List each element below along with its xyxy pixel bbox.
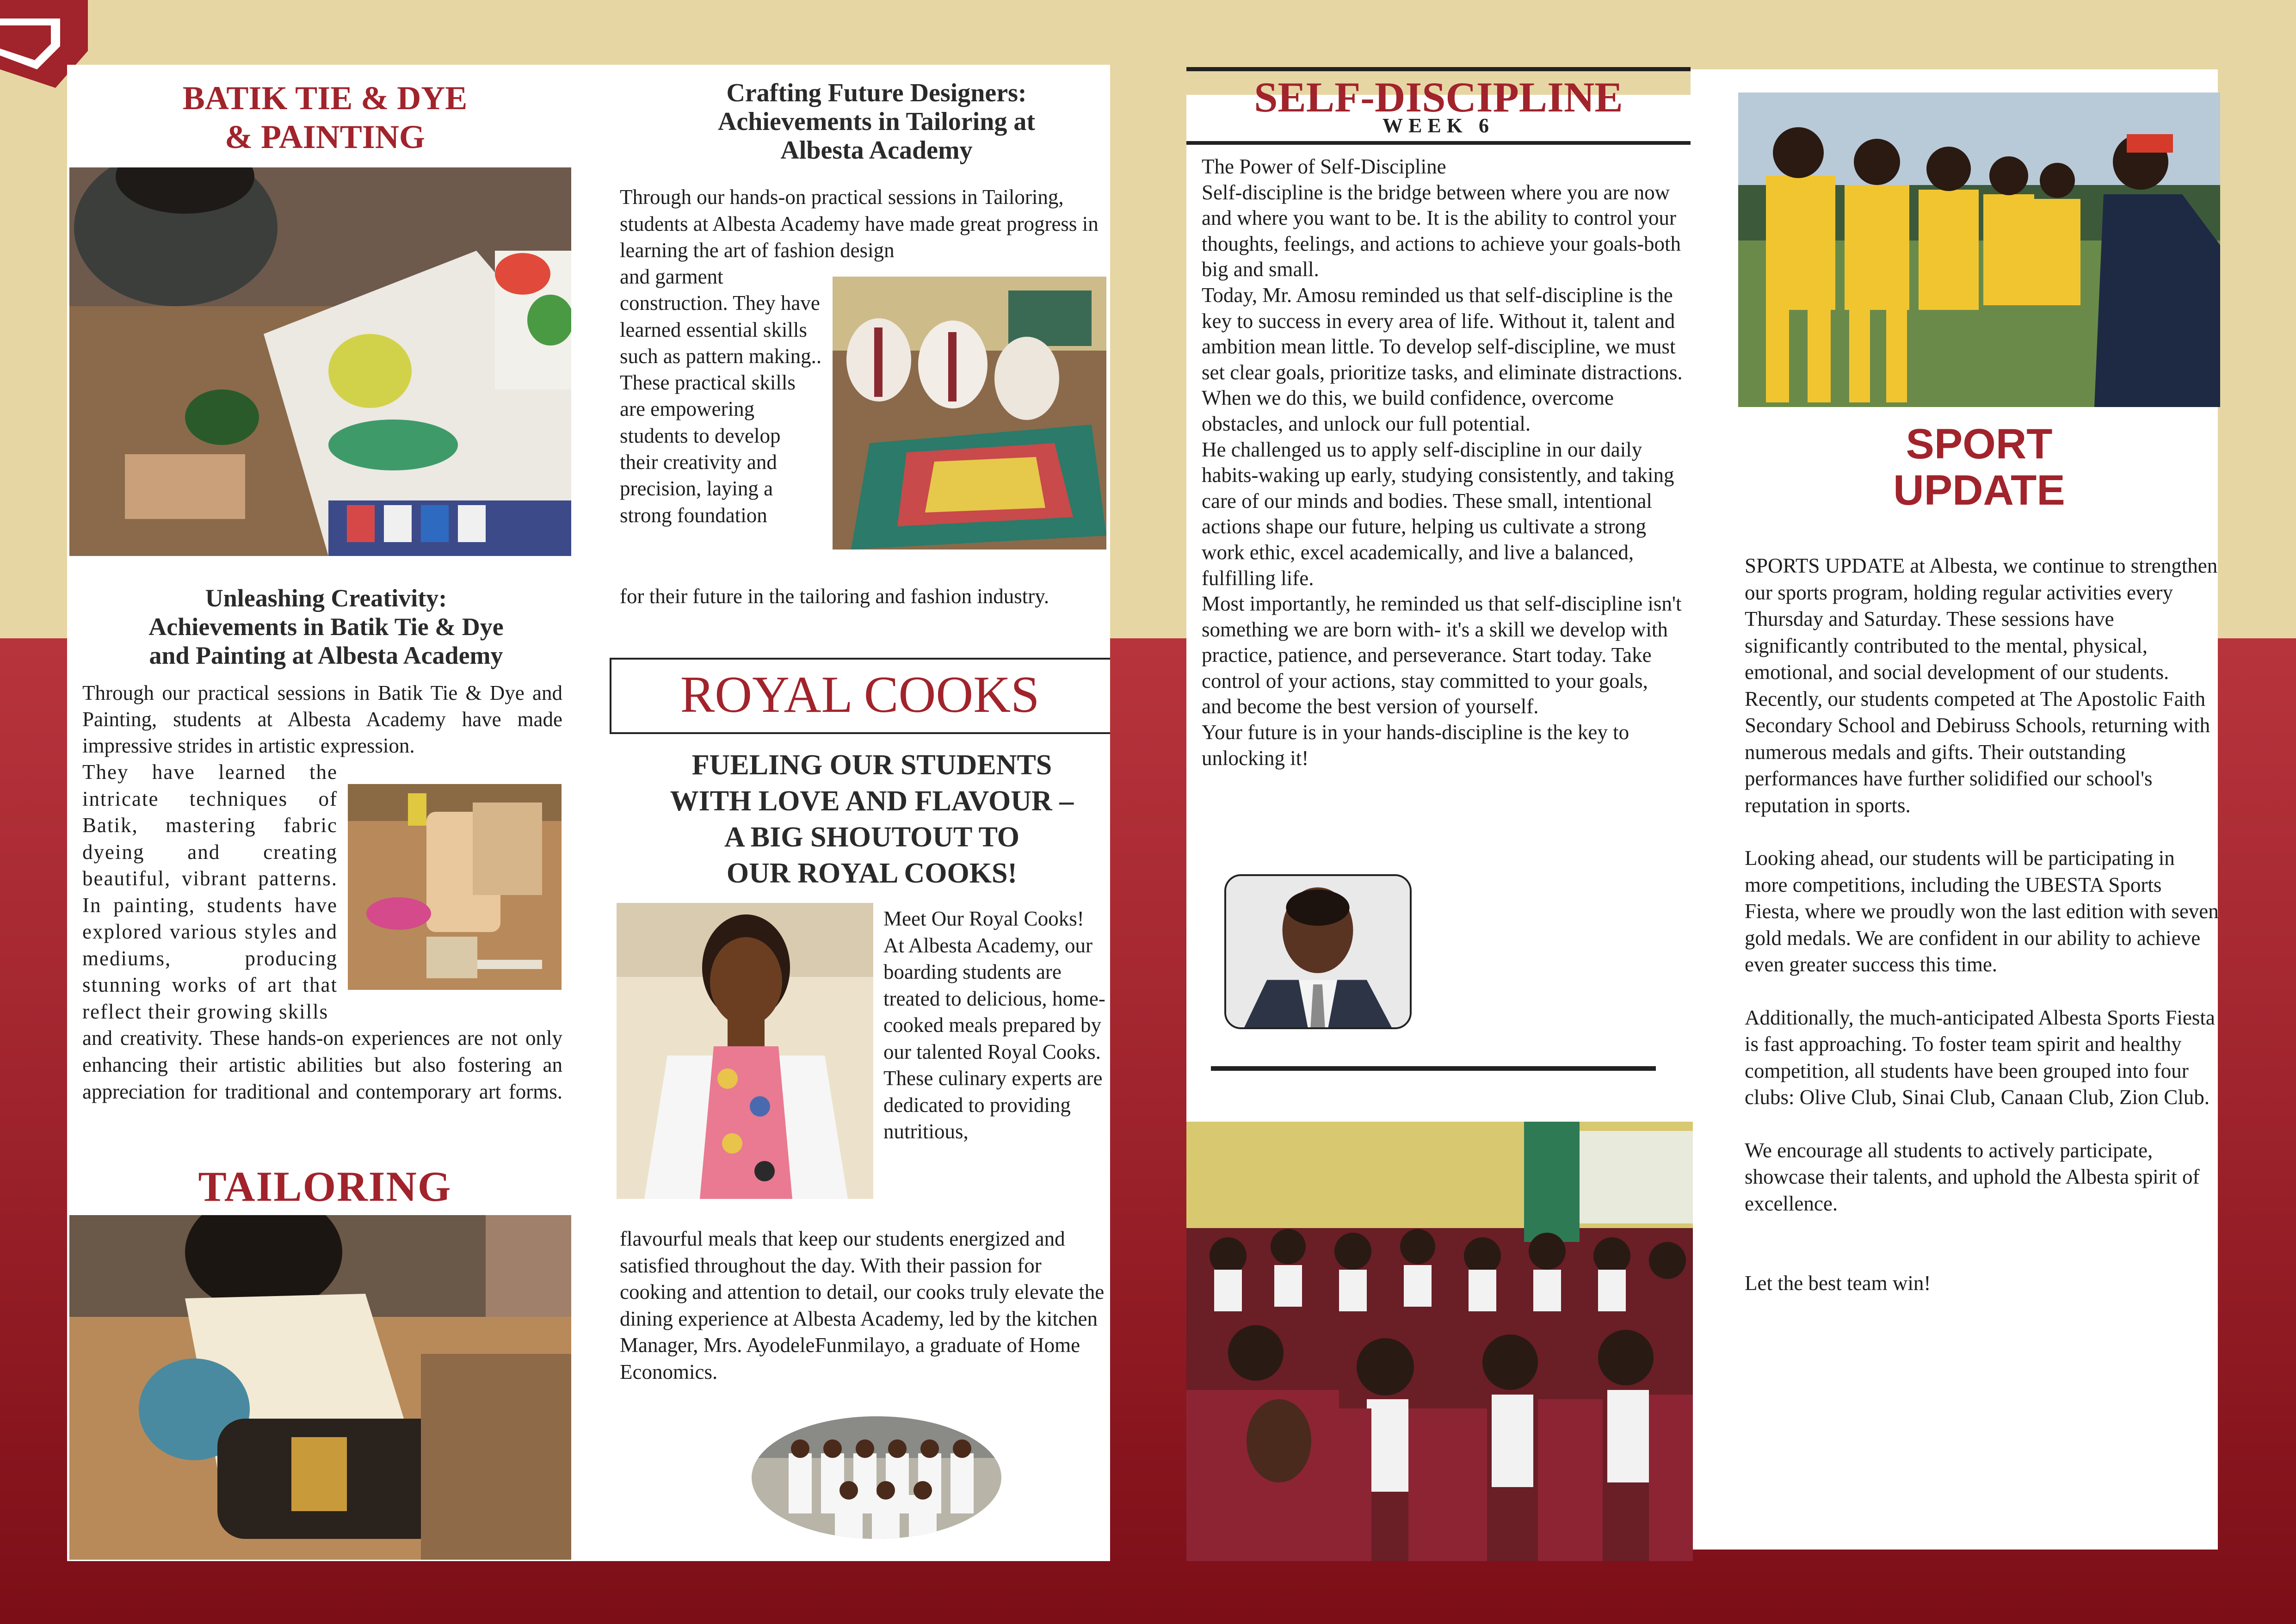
tailoring-body-end: for their future in the tailoring and fashion industry. xyxy=(620,585,1049,608)
self-discipline-p6: Your future is in your hands-discipline is the key to unlocking it! xyxy=(1202,721,1629,770)
batik-heading: BATIK TIE & DYE & PAINTING xyxy=(182,80,468,155)
sport-update-p3: Additionally, the much-anticipated Albesta Sports Fiesta is fast approaching. To foster team spirit and healthy competition, all students have been grouped into four clubs: Olive Club, Sinai Club, Canaan Club, Zion Club. xyxy=(1745,1006,2215,1109)
tailoring-sewing-photo xyxy=(69,1215,571,1560)
batik-body-wrap: They have learned the intricate techniques of Batik, mastering fabric dyeing and creating beautiful, vibrant patterns. In painting, students have explored various styles and mediums, producing stunning works of art that reflect their growing skills xyxy=(82,760,338,1023)
batik-painting-photo xyxy=(69,167,571,556)
sport-update-p2: Looking ahead, our students will be participating in more competitions, including the UBESTA Sports Fiesta, where we proudly won the last edition with seven gold medals. We are confident in our ability to achieve even greater success this time. xyxy=(1745,846,2219,976)
tailoring-class-photo xyxy=(833,277,1106,550)
self-discipline-week-label: WEEK 6 xyxy=(1383,114,1494,137)
sport-update-p1: SPORTS UPDATE at Albesta, we continue to strengthen our sports program, holding regular activities every Thursday and Saturday. These sessions have significantly contributed to the mental, physical, emotional, and social development of our students. Recently, our students competed at The Apostolic Faith Secondary School and Debiruss Schools, returning with numerous medals and gifts. Their outstanding performances have further solidified our school's reputation in sports. xyxy=(1745,554,2218,817)
royal-cooks-body-end: flavourful meals that keep our students energized and satisfied throughout the day. With their passion for cooking and attention to detail, our cooks truly elevate the dining experience at Albesta Academy, led by the kitchen Manager, Mrs. AyodeleFunmilayo, a graduate of Home Economics. xyxy=(620,1227,1105,1383)
sports-handshake-photo xyxy=(1738,93,2220,407)
batik-tools-photo xyxy=(348,784,562,990)
self-discipline-divider xyxy=(1211,1066,1656,1071)
royal-cook-portrait-photo xyxy=(617,903,873,1199)
royal-cooks-group-photo xyxy=(752,1416,1001,1539)
sport-update-heading: SPORT UPDATE xyxy=(1893,420,2065,514)
self-discipline-bottom-rule xyxy=(1186,141,1691,145)
self-discipline-p1: The Power of Self-Discipline xyxy=(1202,155,1446,178)
tailoring-body-intro: Through our hands-on practical sessions in Tailoring, students at Albesta Academy have made great progress in learning the art of fashion design xyxy=(620,185,1099,262)
tailoring-subheading: Crafting Future Designers: Achievements in Tailoring at Albesta Academy xyxy=(717,79,1036,165)
self-discipline-top-rule xyxy=(1186,67,1691,71)
royal-cooks-body-wrap: Meet Our Royal Cooks! At Albesta Academy, our boarding students are treated to delicious, home-cooked meals prepared by our talented Royal Cooks. These culinary experts are dedicated to providing nutritious, xyxy=(883,907,1105,1143)
self-discipline-p3: Today, Mr. Amosu reminded us that self-discipline is the key to success in every area of life. Without it, talent and ambition mean little. To develop self-discipline, we must set clear goals, prioritize tasks, and eliminate distractions. When we do this, we build confidence, overcome obstacles, and unlock our full potential. xyxy=(1202,283,1683,435)
batik-subheading: Unleashing Creativity: Achievements in Batik Tie & Dye and Painting at Albesta Academy xyxy=(148,584,504,669)
batik-body-intro: Through our practical sessions in Batik Tie & Dye and Painting, students at Albesta Academy have made impressive strides in artistic expression. xyxy=(82,681,562,757)
self-discipline-body xyxy=(1202,154,1683,771)
self-discipline-p2: Self-discipline is the bridge between where you are now and where you want to be. It is the ability to control your thoughts, feelings, and actions to achieve your goals-both big and small. xyxy=(1202,180,1681,281)
tailoring-heading: TAILORING xyxy=(198,1163,452,1210)
sport-update-p4: We encourage all students to actively participate, showcase their talents, and uphold the Albesta spirit of excellence. xyxy=(1745,1138,2200,1215)
batik-body-end: and creativity. These hands-on experiences are not only enhancing their artistic abilities but also fostering an appreciation for traditional and contemporary art forms. xyxy=(82,1026,562,1103)
self-discipline-p4: He challenged us to apply self-discipline in our daily habits-waking up early, studying consistently, and taking care of our minds and bodies. These small, intentional actions shape our future, helping us cultivate a strong work ethic, excel academically, and live a balanced, fulfilling life. xyxy=(1202,438,1674,590)
tailoring-body-wrap: and garment construction. They have learned essential skills such as pattern making.. These practical skills are empowering students to develop their creativity and precision, laying a strong foundation xyxy=(620,265,822,527)
sport-update-p5: Let the best team win! xyxy=(1745,1272,1931,1295)
mr-amosu-portrait-photo xyxy=(1224,874,1412,1029)
self-discipline-p5: Most importantly, he reminded us that self-discipline isn't something we are born with- it's a skill we develop with practice, patience, and perseverance. Start today. Take control of your actions, stay committed to your goals, and become the best version of yourself. xyxy=(1202,592,1682,718)
royal-cooks-heading: ROYAL COOKS xyxy=(680,666,1040,723)
assembly-students-photo xyxy=(1186,1122,1693,1561)
royal-cooks-subheading: FUELING OUR STUDENTS WITH LOVE AND FLAVOUR – A BIG SHOUTOUT TO OUR ROYAL COOKS! xyxy=(670,749,1074,889)
self-discipline-heading: SELF-DISCIPLINE xyxy=(1254,74,1623,121)
sport-update-body xyxy=(1745,553,2221,1297)
